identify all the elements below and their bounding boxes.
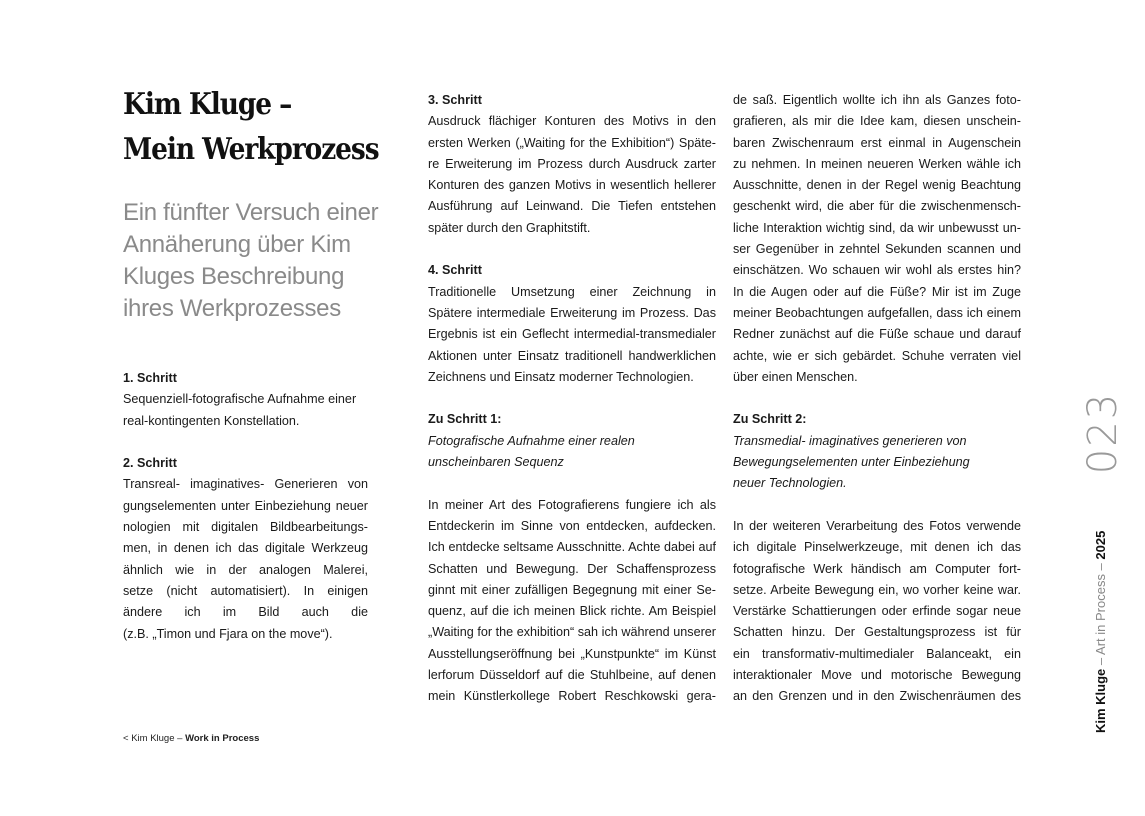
text-line: mein Künstlerkollege Robert Reschkowski gera- <box>428 689 716 704</box>
text-line: quenz, auf die ich meinen Blick richte. Am Beispiel <box>428 604 716 619</box>
column-2 <box>428 90 716 708</box>
text-line: ginnt mit einer zufälligen Begegnung mit einer Se- <box>428 582 716 597</box>
text-line: (z.B. „Timon und Fjara on the move“). <box>123 626 333 641</box>
column-1 <box>123 368 368 645</box>
text-line: Konturen des ganzen Motivs in wesentlich hellerer <box>428 178 716 193</box>
running-header <box>1093 531 1108 733</box>
text-line: ein transformativ-multimedialer Balanceakt, ein <box>733 646 1021 661</box>
subheading-line: neuer Technologien. <box>733 476 847 491</box>
text-line: In der weiteren Verarbeitung des Fotos verwende <box>733 518 1021 533</box>
text-line: Ich entdecke seltsame Ausschnitte. Achte dabei auf <box>428 540 716 555</box>
text-line: Ausdruck flächiger Konturen des Motivs in den <box>428 114 716 129</box>
text-line: gungselementen unter Einbeziehung neuer <box>123 498 368 513</box>
footer-title: Work in Process <box>185 733 260 744</box>
text-line: de saß. Eigentlich wollte ich ihn als Ganzes foto- <box>733 93 1021 107</box>
text-line: Ausstellungseröffnung bei „Kunstpunkte“ im Künst <box>428 646 716 661</box>
text-line: real-kontingenten Konstellation. <box>123 413 300 428</box>
subheading-line: unscheinbaren Sequenz <box>428 455 564 470</box>
column-3 <box>733 90 1021 708</box>
text-line: In die Augen oder auf die Füße? Mir ist im Zuge <box>733 284 1021 299</box>
text-line: Entdeckerin im Sinne von entdecken, aufdecken. <box>428 518 716 533</box>
text-line: baren Zwischenraum erst einmal in Augenschein <box>733 135 1021 150</box>
text-line: über einen Menschen. <box>733 369 858 384</box>
text-line: re Erweiterung im Prozess durch Ausdruck zarter <box>428 156 716 171</box>
subtitle-line: Kluges Beschreibung <box>123 263 345 290</box>
text-line: einschätzen. Wo schauen wir wohl als erstes hin? <box>733 263 1021 278</box>
running-title: – Art in Process – <box>1093 559 1108 669</box>
text-line: meiner Beobachtungen aufgefallen, dass ich einem <box>733 305 1021 320</box>
section-heading: Zu Schritt 2: <box>733 412 807 427</box>
spacer <box>428 388 716 409</box>
text-line: achte, wie er sich gebärdet. Schuhe verraten viel <box>733 348 1021 363</box>
text-line: Transreal- imaginatives- Generieren von <box>123 477 368 492</box>
text-line: liche Interaktion wichtig sind, da wir unbewusst un- <box>733 220 1021 235</box>
subtitle-line: ihres Werkprozesses <box>123 295 341 322</box>
spacer <box>428 239 716 260</box>
text-line: Spätere intermediale Erweiterung im Prozess. Das <box>428 305 716 320</box>
title-line: Mein Werkprozess <box>123 132 379 167</box>
footer-back-link[interactable] <box>123 733 259 744</box>
subheading-line: Transmedial- imaginatives generieren von <box>733 433 967 448</box>
text-line: Redner zunächst auf die Füße schaue und darauf <box>733 327 1021 342</box>
text-line: ähnlich wie in der analogen Malerei, <box>123 562 368 577</box>
page-title <box>123 82 379 172</box>
subheading-line: Fotografische Aufnahme einer realen <box>428 433 635 448</box>
text-line: an den Grenzen und in den Zwischenräumen des <box>733 689 1021 704</box>
spacer <box>428 473 716 494</box>
text-line: nologien mit digitalen Bildbearbeitungs- <box>123 520 368 535</box>
text-line: Schatten hinzu. Der Gestaltungsprozess ist für <box>733 625 1021 640</box>
text-line: Schatten und Bewegung. Der Schaffensprozess <box>428 561 716 576</box>
text-line: Traditionelle Umsetzung einer Zeichnung in <box>428 284 716 299</box>
text-line: ser Gegenüber in zehntel Sekunden scannen und <box>733 242 1021 257</box>
section-heading: Zu Schritt 1: <box>428 412 502 427</box>
section-heading: 1. Schritt <box>123 371 177 385</box>
text-line: men, in denen ich das digitale Werkzeug <box>123 541 368 556</box>
text-line: Verstärke Schattierungen oder erfinde sogar neue <box>733 604 1021 619</box>
text-line: fotografische Werk händisch am Computer fort- <box>733 561 1021 576</box>
page-number: 023 <box>1080 391 1126 475</box>
text-line: Ausführung auf Leinwand. Die Tiefen entstehen <box>428 199 716 214</box>
back-arrow-icon: < <box>123 733 129 744</box>
text-line: „Waiting for the exhibition“ sah ich während unserer <box>428 625 716 640</box>
text-line: grafieren, als mir die Idee kam, diesen unschein- <box>733 114 1021 129</box>
text-line: ich digitale Pinselwerkzeuge, mit denen ich das <box>733 540 1021 555</box>
section-heading: 3. Schritt <box>428 93 482 107</box>
text-line: ersten Werken („Waiting for the Exhibition“) Späte- <box>428 135 716 150</box>
spacer <box>733 388 1021 409</box>
section-heading: 2. Schritt <box>123 456 177 471</box>
footer-author: Kim Kluge – <box>131 733 183 744</box>
subtitle-line: Annäherung über Kim <box>123 231 351 258</box>
text-line: Zeichnens und Einsatz moderner Technologien. <box>428 369 694 384</box>
text-line: interaktionaler Move und motorische Bewegung <box>733 668 1021 683</box>
text-line: später durch den Graphitstift. <box>428 220 591 235</box>
subheading-line: Bewegungselementen unter Einbeziehung <box>733 455 970 470</box>
text-line: setze (nicht automatisiert). In einigen <box>123 583 368 598</box>
text-line: ändere ich im Bild auch die <box>123 605 368 620</box>
spacer <box>123 432 368 453</box>
text-line: setze. Arbeite Bewegung ein, wo vorher keine war. <box>733 582 1021 597</box>
title-line: Kim Kluge – <box>123 87 292 122</box>
spacer <box>733 495 1021 516</box>
text-line: Sequenziell-fotografische Aufnahme einer <box>123 392 357 407</box>
text-line: Ausschnitte, denen in der Regel wenig Beachtung <box>733 178 1021 193</box>
text-line: In meiner Art des Fotografierens fungiere ich als <box>428 497 716 512</box>
text-line: Ergebnis ist ein Geflecht intermedial-transmedialer <box>428 327 716 342</box>
text-line: geschenkt wird, die aber für die zwischenmensch- <box>733 199 1021 214</box>
text-line: lerforum Düsseldorf auf die Stuhlbeine, auf denen <box>428 668 716 683</box>
text-line: Aktionen unter Einsatz traditionell handwerklichen <box>428 348 716 363</box>
subtitle-line: Ein fünfter Versuch einer <box>123 199 379 226</box>
section-heading: 4. Schritt <box>428 263 482 278</box>
subtitle <box>123 197 378 325</box>
text-line: zu nehmen. In meinen neueren Werken wähle ich <box>733 156 1021 171</box>
running-year: 2025 <box>1093 530 1108 560</box>
running-author: Kim Kluge <box>1093 668 1108 733</box>
